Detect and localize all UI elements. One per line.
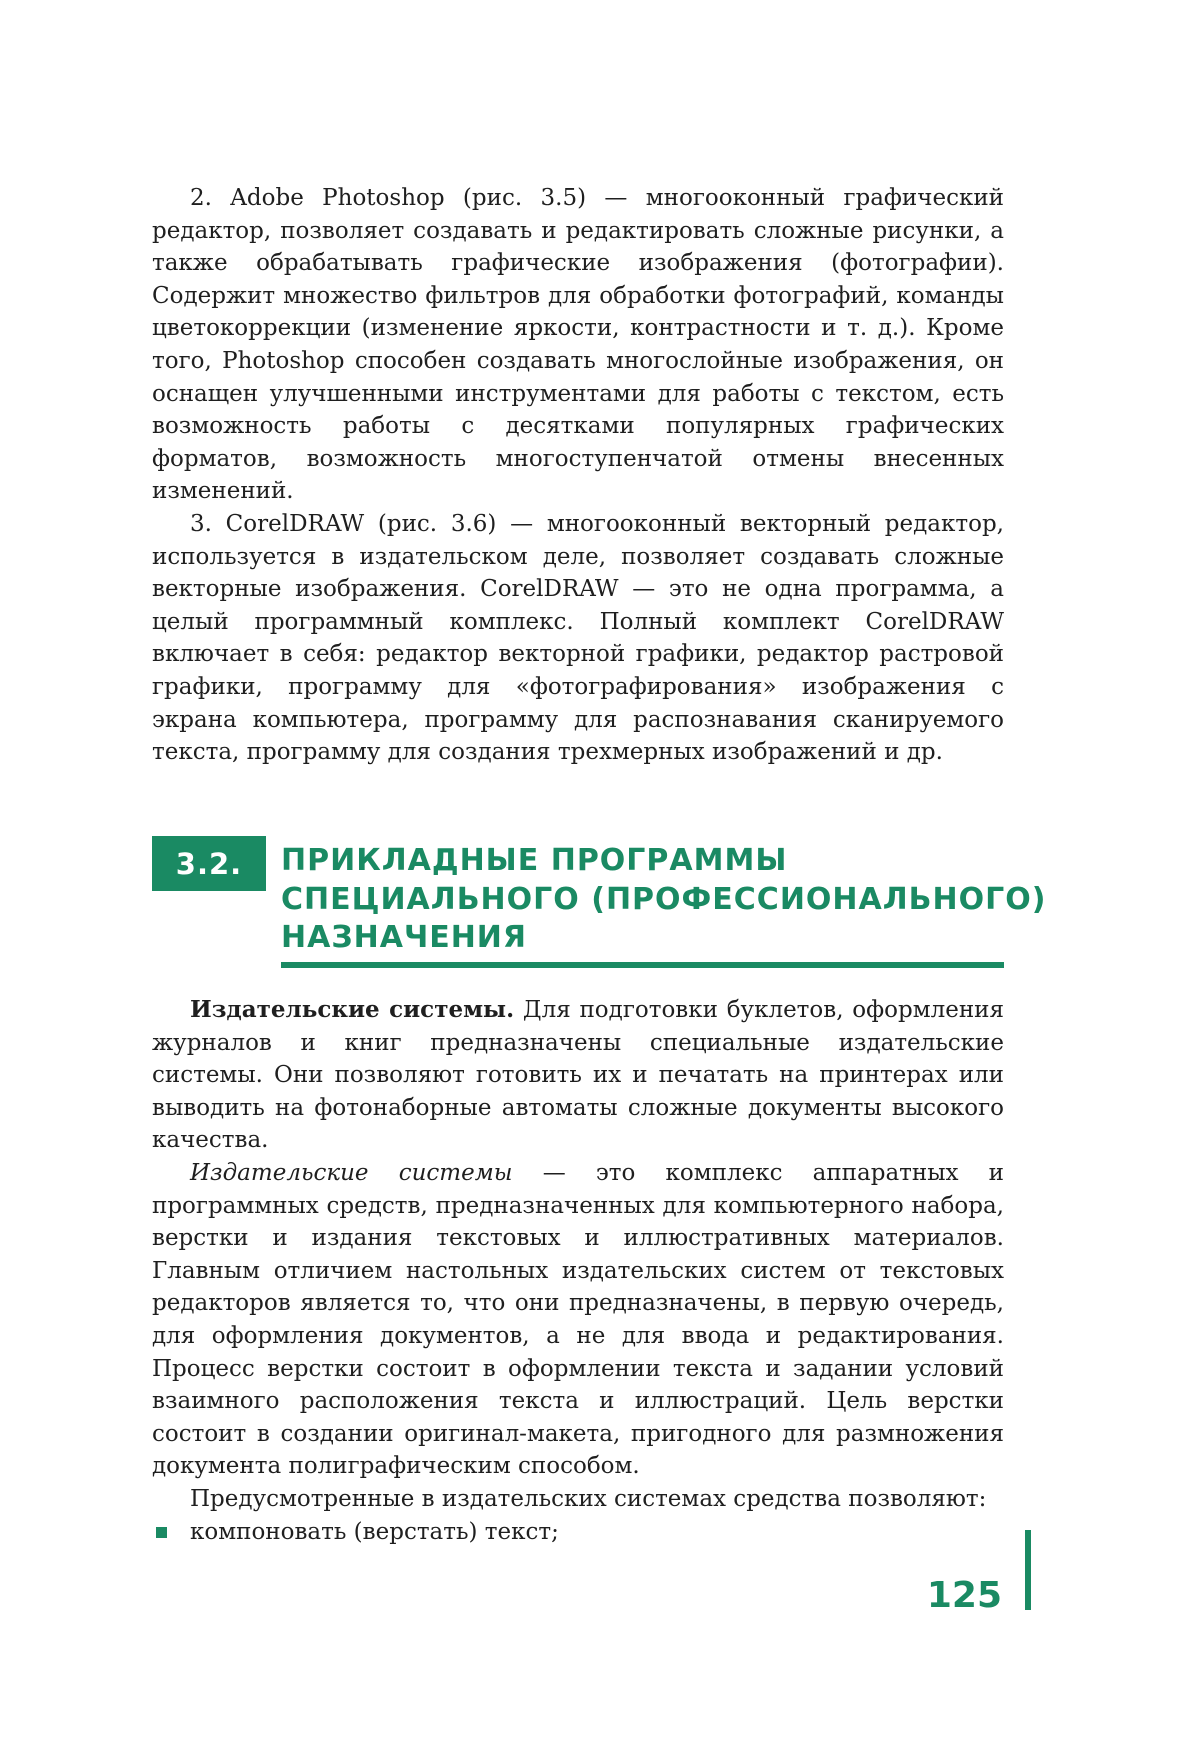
page-number: 125	[926, 1575, 1002, 1616]
section-body	[152, 994, 1004, 1548]
section-title-underline	[281, 962, 1004, 968]
paragraph-publishing-systems	[152, 994, 1004, 1157]
intro-text-block	[152, 182, 1004, 769]
section-number-badge: 3.2.	[152, 836, 266, 891]
section-title-line-3: НАЗНАЧЕНИЯ	[281, 920, 528, 955]
definition-text: — это комплекс аппаратных и программных средств, предназначенных для компьютерного набора, верстки и издания текстовых и иллюстративных материалов. Главным отличием настольных издательских систем от текстовых редакторов является то, что они предназначены, в первую очередь, для оформления документов, а не для ввода и редактирования. Процесс верстки состоит в оформлении текста и задании условий взаимного расположения текста и иллюстраций. Цель верстки состоит в создании оригинал-макета, пригодного для размножения документа полиграфическим способом.	[152, 1159, 1004, 1480]
list-item	[152, 1516, 1004, 1549]
section-title	[281, 842, 1047, 958]
paragraph-lead-term: Издательские системы.	[190, 996, 515, 1023]
section-title-line-1: ПРИКЛАДНЫЕ ПРОГРАММЫ	[281, 843, 788, 878]
paragraph-photoshop: 2. Adobe Photoshop (рис. 3.5) — многооконный графический редактор, позволяет создавать и редактировать сложные рисунки, а также обрабатывать графические изображения (фотографии). Содержит множество фильтров для обработки фотографий, команды цветокоррекции (изменение яркости, контрастности и т. д.). Кроме того, Photoshop способен создавать многослойные изображения, он оснащен улучшенными инструментами для работы с текстом, есть возможность работы с десятками популярных графических форматов, возможность многоступенчатой отмены внесенных изменений.	[152, 185, 1004, 505]
definition-term: Издательские системы	[190, 1159, 513, 1186]
section-title-line-2: СПЕЦИАЛЬНОГО (ПРОФЕССИОНАЛЬНОГО)	[281, 881, 1047, 917]
paragraph-definition	[152, 1157, 1004, 1483]
square-bullet-icon	[156, 1527, 167, 1538]
paragraph-features-intro: Предусмотренные в издательских системах средства позволяют:	[190, 1485, 987, 1512]
paragraph-text: Для подготовки буклетов, оформления журналов и книг предназначены специальные издательские системы. Они позволяют готовить их и печатать на принтерах или выводить на фотонаборные автоматы сложные документы высокого качества.	[152, 997, 1004, 1154]
page-number-rule	[1025, 1530, 1031, 1610]
paragraph-coreldraw: 3. CorelDRAW (рис. 3.6) — многооконный векторный редактор, используется в издательском деле, позволяет создавать сложные векторные изображения. CorelDRAW — это не одна программа, а целый программный комплекс. Полный комплект CorelDRAW включает в себя: редактор векторной графики, редактор растровой графики, программу для «фотографирования» изображения с экрана компьютера, программу для распознавания сканируемого текста, программу для создания трехмерных изображений и др.	[152, 510, 1004, 766]
list-item-text: компоновать (верстать) текст;	[190, 1518, 559, 1545]
